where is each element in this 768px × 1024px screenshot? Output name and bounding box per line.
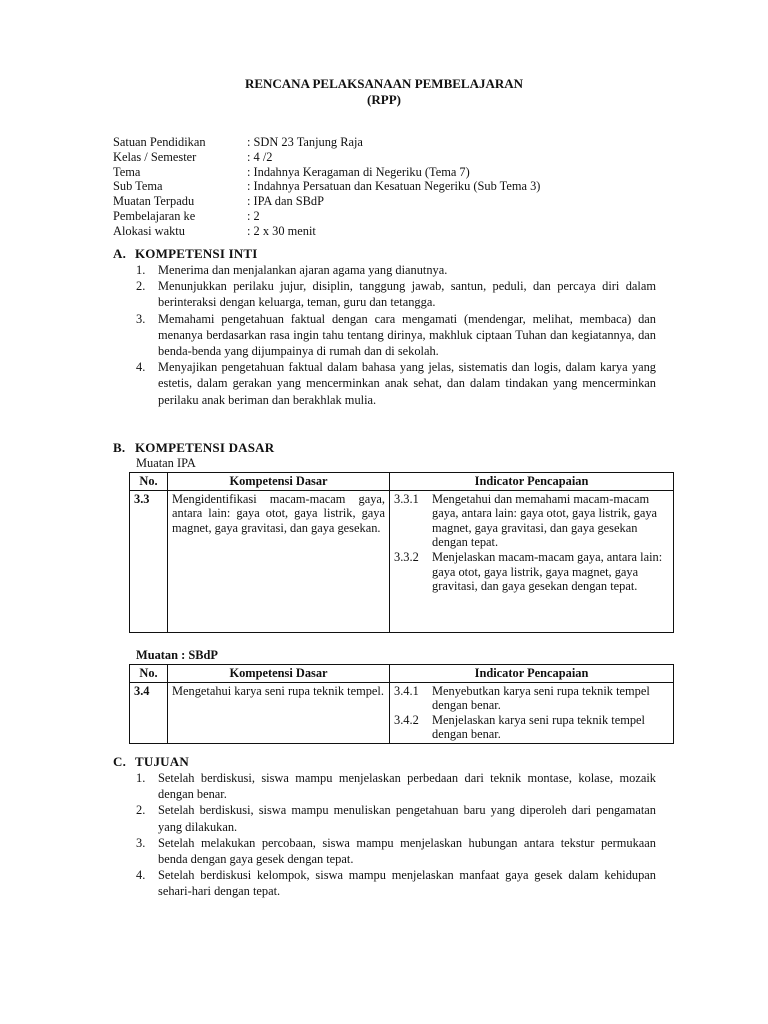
table-cell-indicators: [390, 682, 674, 743]
list-item: 1. Menerima dan menjalankan ajaran agama yang dianutnya.: [136, 263, 448, 277]
table-header-no: No.: [130, 665, 168, 683]
info-row: [113, 150, 540, 165]
info-row: [113, 194, 540, 209]
document-title: RENCANA PELAKSANAAN PEMBELAJARAN: [244, 76, 524, 91]
list-item: 2. Menunjukkan perilaku jujur, disiplin, tanggung jawab, santun, peduli, dan percaya diri dalam berinteraksi dengan keluarga, teman, guru dan tetangga.: [136, 279, 656, 310]
info-row: [113, 165, 540, 180]
table-header-indicator: Indicator Pencapaian: [390, 473, 674, 491]
table-header-kd: Kompetensi Dasar: [168, 473, 390, 491]
section-title: KOMPETENSI DASAR: [135, 440, 275, 455]
section-letter: B.: [113, 440, 126, 455]
table-header-kd: Kompetensi Dasar: [168, 665, 390, 683]
section-heading-tujuan: [113, 754, 189, 770]
section-heading-kompetensi-dasar: [113, 440, 274, 456]
info-row: [113, 135, 540, 150]
indicator-item: 3.3.2 Menjelaskan macam-macam gaya, antara lain: gaya otot, gaya listrik, gaya magnet, gaya gravitasi, dan gaya gesekan dengan tepat.: [394, 549, 663, 594]
info-value: : 2: [247, 208, 260, 223]
list-item: 2. Setelah berdiskusi, siswa mampu menuliskan pengetahuan baru yang diperoleh dari pengamatan yang dilakukan.: [136, 803, 656, 834]
list-item: 3. Memahami pengetahuan faktual dengan cara mengamati (mendengar, melihat, membaca) dan menanya berdasarkan rasa ingin tahu tentang dirinya, makhluk ciptaan Tuhan dan kegiatannya, dan benda-benda yang dijumpainya di rumah dan di sekolah.: [136, 311, 656, 359]
section-letter: C.: [113, 754, 127, 769]
info-row: [113, 209, 540, 224]
section-title: KOMPETENSI INTI: [135, 246, 258, 261]
table-cell-indicators: [390, 490, 674, 632]
info-label: Sub Tema: [113, 179, 163, 194]
list-item: 3. Setelah melakukan percobaan, siswa mampu menjelaskan hubungan antara tekstur permukaan benda dengan gaya gesek dengan tepat.: [136, 835, 656, 867]
info-label: Tema: [113, 164, 141, 179]
table-cell-kd: Mengidentifikasi macam-macam gaya, antara lain: gaya otot, gaya listrik, gaya magnet, gaya gravitasi, dan gaya gesekan.: [168, 490, 390, 632]
info-label: Alokasi waktu: [113, 223, 185, 238]
indicator-item: 3.3.1 Mengetahui dan memahami macam-macam gaya, antara lain: gaya otot, gaya listrik, gaya magnet, gaya gravitasi, dan gaya gesekan dengan tepat.: [394, 491, 658, 550]
info-label: Pembelajaran ke: [113, 208, 196, 223]
info-value: : SDN 23 Tanjung Raja: [247, 135, 363, 149]
info-value: : 4 /2: [247, 149, 273, 164]
document-subtitle: (RPP): [367, 92, 401, 107]
list-item: 1. Setelah berdiskusi, siswa mampu menjelaskan perbedaan dari teknik montase, kolase, mozaik dengan benar.: [136, 771, 656, 802]
indicator-item: 3.4.2 Menjelaskan karya seni rupa teknik tempel dengan benar.: [394, 712, 645, 742]
info-label: Muatan Terpadu: [113, 194, 195, 209]
kd-table-ipa: [129, 472, 674, 633]
table-header-indicator: Indicator Pencapaian: [390, 665, 674, 683]
muatan-sbdp-label: Muatan : SBdP: [136, 648, 218, 662]
identity-block: [113, 135, 540, 239]
info-row: [113, 224, 540, 239]
section-title: TUJUAN: [135, 754, 189, 769]
info-value: : Indahnya Persatuan dan Kesatuan Negeriku (Sub Tema 3): [247, 179, 541, 194]
table-header-no: No.: [130, 473, 168, 491]
info-row: [113, 179, 540, 194]
info-label: Satuan Pendidikan: [113, 135, 206, 149]
table-cell-kd: Mengetahui karya seni rupa teknik tempel.: [168, 682, 390, 743]
tujuan-list: [136, 770, 656, 900]
section-letter: A.: [113, 246, 127, 261]
indicator-item: 3.4.1 Menyebutkan karya seni rupa teknik tempel dengan benar.: [394, 683, 650, 713]
section-heading-kompetensi-inti: [113, 246, 258, 262]
kd-table-sbdp: [129, 664, 674, 744]
info-value: : IPA dan SBdP: [247, 194, 325, 209]
info-value: : Indahnya Keragaman di Negeriku (Tema 7): [247, 164, 470, 179]
list-item: 4. Setelah berdiskusi kelompok, siswa mampu menjelaskan manfaat gaya gesek dalam kehidupan sehari-hari dengan tepat.: [136, 868, 656, 899]
table-cell-no: 3.4: [130, 682, 168, 743]
kompetensi-inti-list: [136, 262, 656, 408]
info-value: : 2 x 30 menit: [247, 223, 316, 238]
info-label: Kelas / Semester: [113, 149, 197, 164]
list-item: 4. Menyajikan pengetahuan faktual dalam bahasa yang jelas, sistematis dan logis, dalam karya yang estetis, dalam gerakan yang mencerminkan anak sehat, dan dalam tindakan yang mencerminkan perilaku anak beriman dan berakhlak mulia.: [136, 360, 656, 407]
table-cell-no: 3.3: [130, 490, 168, 632]
muatan-ipa-label: Muatan IPA: [136, 456, 196, 470]
